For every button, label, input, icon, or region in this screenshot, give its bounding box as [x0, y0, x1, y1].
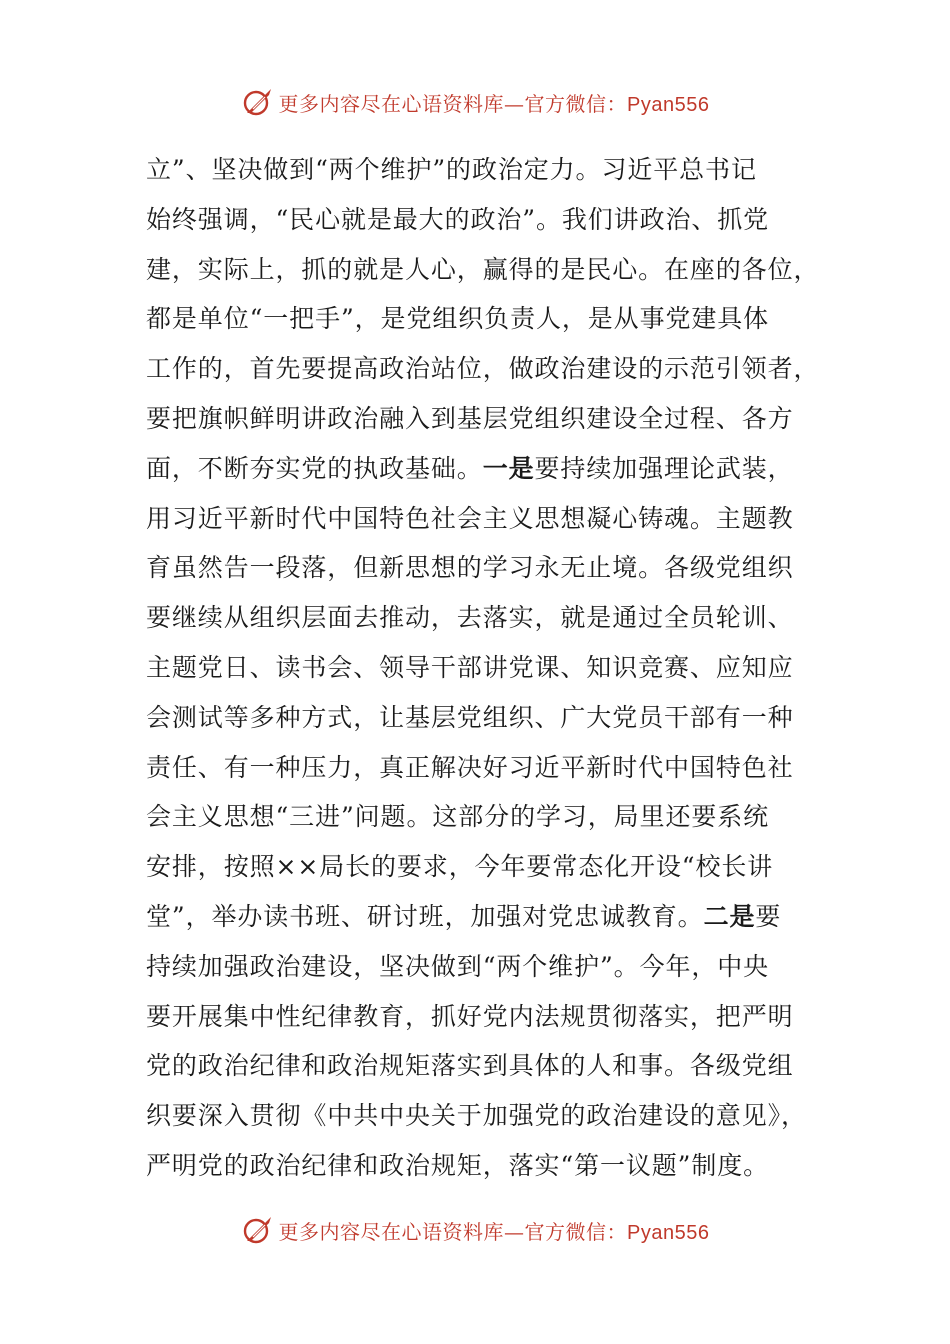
- text-segment: 建，实际上，抓的就是人心，赢得的是民心。在座的各位，: [146, 254, 820, 284]
- text-segment: 要把旗帜鲜明讲政治融入到基层党组织建设全过程、各方: [146, 403, 794, 433]
- text-line: [146, 394, 806, 444]
- header-banner-text: 更多内容尽在心语资料库—官方微信：Pyan556: [278, 91, 710, 116]
- text-segment: 安排，按照××局长的要求，今年要常态化开设“校长讲: [146, 852, 774, 882]
- text-segment: 要开展集中性纪律教育，抓好党内法规贯彻落实，把严明: [146, 1001, 794, 1031]
- text-line: [146, 1141, 806, 1191]
- text-segment: 育虽然告一段落，但新思想的学习永无止境。各级党组织: [146, 553, 794, 583]
- text-segment: 面，不断夯实党的执政基础。: [146, 453, 483, 483]
- text-segment: 要持续加强理论武装，: [534, 453, 794, 483]
- text-line: [146, 792, 806, 842]
- footer-wechat-id: Pyan556: [627, 1221, 710, 1244]
- text-line: [146, 344, 820, 394]
- text-line: [146, 942, 806, 992]
- text-line: [146, 444, 806, 494]
- text-line: [146, 195, 806, 245]
- text-line: [146, 643, 806, 693]
- text-line: [146, 743, 806, 793]
- text-segment: 立”、坚决做到“两个维护”的政治定力。习近平总书记: [146, 155, 757, 184]
- text-segment: 工作的，首先要提高政治站位，做政治建设的示范引领者，: [146, 354, 820, 384]
- text-segment: 党的政治纪律和政治规矩落实到具体的人和事。各级党组: [146, 1051, 794, 1081]
- text-segment: 要继续从组织层面去推动，去落实，就是通过全员轮训、: [146, 603, 794, 633]
- text-segment: 始终强调，“民心就是最大的政治”。我们讲政治、抓党: [146, 204, 770, 234]
- text-line: [146, 892, 806, 942]
- text-line: [146, 145, 806, 195]
- header-banner: [0, 82, 950, 122]
- text-line: [146, 245, 820, 295]
- text-segment: 用习近平新时代中国特色社会主义思想凝心铸魂。主题教: [146, 503, 794, 533]
- text-line: [146, 992, 806, 1042]
- quill-pen-logo-icon: [241, 85, 275, 119]
- text-line: [146, 543, 806, 593]
- quill-pen-logo-icon: [241, 1213, 275, 1247]
- text-segment: 严明党的政治纪律和政治规矩，落实“第一议题”制度。: [146, 1150, 770, 1180]
- document-body: [146, 145, 820, 1191]
- emphasis-text: 二是: [703, 901, 756, 931]
- text-segment: 责任、有一种压力，真正解决好习近平新时代中国特色社: [146, 752, 794, 782]
- text-line: [146, 842, 806, 892]
- text-line: [146, 593, 806, 643]
- text-segment: 要: [755, 901, 782, 931]
- text-line: [146, 693, 806, 743]
- text-segment: 会主义思想“三进”问题。这部分的学习，局里还要系统: [146, 802, 770, 832]
- text-segment: 会测试等多种方式，让基层党组织、广大党员干部有一种: [146, 702, 794, 732]
- text-line: [146, 1041, 806, 1091]
- emphasis-text: 一是: [482, 453, 535, 483]
- text-segment: 堂”，举办读书班、研讨班，加强对党忠诚教育。: [146, 901, 704, 931]
- text-segment: 织要深入贯彻《中共中央关于加强党的政治建设的意见》，: [146, 1101, 807, 1131]
- text-line: [146, 294, 806, 344]
- text-line: [146, 1091, 806, 1141]
- text-segment: 都是单位“一把手”，是党组织负责人，是从事党建具体: [146, 304, 770, 334]
- footer-banner-text: 更多内容尽在心语资料库—官方微信：Pyan556: [278, 1219, 710, 1244]
- footer-banner: [0, 1210, 950, 1250]
- text-segment: 主题党日、读书会、领导干部讲党课、知识竞赛、应知应: [146, 652, 794, 682]
- text-line: [146, 494, 806, 544]
- text-segment: 持续加强政治建设，坚决做到“两个维护”。今年，中央: [146, 951, 770, 981]
- header-wechat-id: Pyan556: [627, 93, 710, 116]
